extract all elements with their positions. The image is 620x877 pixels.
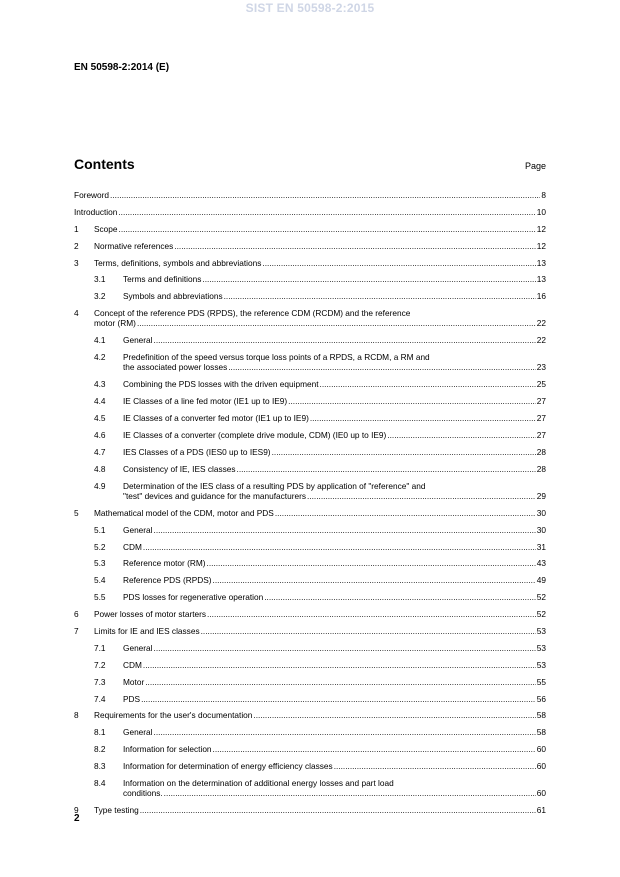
dot-leader [154,727,536,737]
toc-entry-number: 4.2 [94,352,106,363]
table-of-contents [74,190,546,822]
dot-leader [310,413,536,423]
dot-leader [164,788,536,798]
dot-leader [213,575,536,585]
toc-entry-number: 1 [74,223,79,234]
toc-entry[interactable] [74,710,546,720]
toc-entry-number: 7 [74,625,79,636]
toc-entry-title: IE Classes of a line fed motor (IE1 up to IE9) [123,396,288,407]
toc-entry-number: 6 [74,609,79,620]
toc-entry-title: conditions. [123,788,163,799]
toc-entry-page: 8 [541,190,546,200]
dot-leader [202,274,535,284]
toc-entry-title: General [123,727,153,738]
toc-entry-number: 3.1 [94,274,106,285]
toc-entry-title: Reference PDS (RPDS) [123,575,212,586]
contents-heading: Contents [74,156,135,172]
dot-leader [174,241,535,251]
toc-entry-number: 4.3 [94,379,106,390]
toc-entry-page: 31 [536,541,546,552]
toc-entry[interactable] [74,190,546,200]
toc-entry-title: Motor [123,676,145,687]
dot-leader [207,609,536,619]
toc-entry[interactable] [94,694,546,704]
toc-entry-number: 8 [74,710,79,721]
toc-entry[interactable] [94,778,546,798]
toc-entry-number: 5.4 [94,575,106,586]
dot-leader [288,396,536,406]
toc-entry[interactable] [94,744,546,754]
toc-entry[interactable] [94,413,546,423]
toc-entry-page: 27 [536,396,546,407]
toc-entry[interactable] [94,291,546,301]
toc-entry-title: the associated power losses [123,362,228,373]
toc-entry-number: 9 [74,805,79,816]
toc-entry-page: 61 [536,805,546,816]
toc-entry-title: General [123,335,153,346]
toc-entry-title: IE Classes of a converter (complete drive module, CDM) (IE0 up to IE9) [123,429,387,440]
toc-entry-page: 27 [536,413,546,424]
dot-leader [154,525,536,535]
toc-entry-title: "test" devices and guidance for the manufacturers [123,490,306,501]
toc-entry-page: 28 [536,463,546,474]
toc-entry-title-line: Information on the determination of additional energy losses and part load [123,778,394,788]
document-id: EN 50598-2:2014 (E) [74,62,170,73]
toc-entry-page: 53 [536,659,546,670]
toc-entry-number: 5.3 [94,558,106,569]
toc-entry-page: 58 [536,710,546,721]
toc-entry[interactable] [94,447,546,457]
toc-entry-number: 3.2 [94,291,106,302]
dot-leader [141,694,536,704]
toc-entry[interactable] [74,805,546,815]
toc-entry-page: 58 [536,727,546,738]
toc-entry-title: PDS losses for regenerative operation [123,592,264,603]
dot-leader [228,362,536,372]
toc-entry-title: motor (RM) [94,318,136,329]
dot-leader [253,710,535,720]
toc-entry-number: 8.4 [94,778,106,788]
toc-entry-number: 5.1 [94,524,106,535]
toc-entry-title-line: Concept of the reference PDS (RPDS), the reference CDM (RCDM) and the reference [94,308,411,319]
toc-entry-number: 4.4 [94,396,106,407]
dot-leader [264,592,536,602]
toc-entry-page: 12 [536,240,546,251]
toc-entry-number: 5.5 [94,592,106,603]
toc-entry[interactable] [94,575,546,585]
toc-entry-page: 60 [536,788,546,799]
toc-entry-page: 52 [536,609,546,620]
toc-entry-number: 8.2 [94,744,106,755]
page-column-label: Page [524,161,546,171]
toc-entry-title: Introduction [74,206,118,217]
toc-entry-page: 13 [536,257,546,268]
toc-entry-title: Terms, definitions, symbols and abbreviations [94,257,262,268]
toc-entry[interactable] [94,643,546,653]
toc-entry-page: 43 [536,558,546,569]
toc-entry-title-line: Determination of the IES class of a resulting PDS by application of "reference" and [123,480,426,491]
toc-entry-number: 4.8 [94,463,106,474]
toc-entry-page: 56 [536,693,546,704]
toc-entry-title: Type testing [94,805,139,816]
dot-leader [272,447,536,457]
toc-entry[interactable] [94,525,546,535]
page-number: 2 [74,813,80,824]
toc-entry[interactable] [74,258,546,268]
toc-entry[interactable] [74,224,546,234]
toc-entry-number: 7.3 [94,676,106,687]
toc-entry-title: Reference motor (RM) [123,558,206,569]
toc-entry-page: 49 [536,575,546,586]
toc-entry-number: 7.4 [94,693,106,704]
toc-entry-title: Mathematical model of the CDM, motor and PDS [94,507,274,518]
toc-entry[interactable] [94,592,546,602]
toc-entry-title: Power losses of motor starters [94,609,207,620]
toc-entry[interactable] [94,430,546,440]
toc-entry-page: 22 [536,335,546,346]
toc-entry-number: 7.1 [94,642,106,653]
toc-entry-page: 28 [536,446,546,457]
toc-entry[interactable] [94,352,546,372]
toc-entry-number: 4.1 [94,335,106,346]
toc-entry-title: Foreword [74,190,110,200]
toc-entry-number: 4.9 [94,480,106,491]
toc-entry-title: Scope [94,223,118,234]
toc-entry-page: 53 [536,625,546,636]
toc-entry-page: 60 [536,744,546,755]
toc-entry-title: Combining the PDS losses with the driven equipment [123,379,319,390]
toc-entry[interactable] [94,558,546,568]
dot-leader [143,542,536,552]
dot-leader [237,464,536,474]
toc-entry-number: 4.7 [94,446,106,457]
dot-leader [207,558,536,568]
toc-entry-page: 60 [536,761,546,772]
toc-entry-number: 4 [74,308,79,319]
toc-entry[interactable] [74,308,546,328]
toc-entry[interactable] [94,335,546,345]
dot-leader [201,626,536,636]
dot-leader [137,318,536,328]
toc-entry-title: IES Classes of a PDS (IES0 up to IES9) [123,446,271,457]
dot-leader [275,508,536,518]
toc-entry[interactable] [94,727,546,737]
toc-entry-title: IE Classes of a converter fed motor (IE1 up to IE9) [123,413,309,424]
toc-entry[interactable] [74,508,546,518]
dot-leader [154,643,536,653]
toc-entry-number: 4.5 [94,413,106,424]
toc-entry-title: Terms and definitions [123,274,202,285]
watermark: SIST EN 50598-2:2015 [245,1,375,15]
toc-entry[interactable] [94,542,546,552]
toc-entry-number: 8.1 [94,727,106,738]
toc-entry-title: General [123,642,153,653]
toc-entry-title: Normative references [94,240,174,251]
toc-entry[interactable] [94,379,546,389]
toc-entry-title: Consistency of IE, IES classes [123,463,236,474]
toc-entry[interactable] [94,761,546,771]
toc-entry[interactable] [74,626,546,636]
toc-entry[interactable] [74,241,546,251]
toc-entry-page: 55 [536,676,546,687]
toc-entry-title: Limits for IE and IES classes [94,625,200,636]
toc-entry[interactable] [94,481,546,501]
toc-entry-number: 5.2 [94,541,106,552]
toc-entry-title: General [123,524,153,535]
toc-entry-number: 7.2 [94,659,106,670]
toc-entry-page: 53 [536,642,546,653]
toc-entry-number: 4.6 [94,429,106,440]
toc-entry-number: 5 [74,507,79,518]
toc-entry-title: CDM [123,659,142,670]
toc-entry-page: 16 [536,291,546,302]
toc-entry[interactable] [94,274,546,284]
dot-leader [118,207,535,217]
dot-leader [334,761,536,771]
toc-entry-page: 29 [536,490,546,501]
toc-entry-page: 13 [536,274,546,285]
toc-entry[interactable] [94,464,546,474]
toc-entry-title: Information for determination of energy efficiency classes [123,761,333,772]
dot-leader [145,677,536,687]
dot-leader [143,660,536,670]
toc-entry-number: 8.3 [94,761,106,772]
toc-entry-page: 22 [536,318,546,329]
toc-entry-number: 2 [74,240,79,251]
dot-leader [154,335,536,345]
toc-entry-page: 27 [536,429,546,440]
dot-leader [213,744,536,754]
toc-entry-page: 25 [536,379,546,390]
toc-entry-page: 52 [536,592,546,603]
dot-leader [320,379,536,389]
dot-leader [119,224,536,234]
dot-leader [140,805,536,815]
toc-entry[interactable] [94,660,546,670]
toc-entry-page: 10 [536,206,546,217]
toc-entry-page: 12 [536,223,546,234]
toc-entry-page: 30 [536,507,546,518]
toc-entry[interactable] [94,396,546,406]
dot-leader [262,258,535,268]
toc-entry[interactable] [74,609,546,619]
toc-entry-title: PDS [123,693,141,704]
toc-entry-title: Requirements for the user's documentation [94,710,253,721]
toc-entry-number: 3 [74,257,79,268]
toc-entry-title: CDM [123,541,142,552]
toc-entry[interactable] [94,677,546,687]
dot-leader [224,291,536,301]
dot-leader [307,491,536,501]
toc-entry-title: Information for selection [123,744,212,755]
toc-entry-title: Symbols and abbreviations [123,291,223,302]
dot-leader [110,190,540,200]
toc-entry-page: 23 [536,362,546,373]
dot-leader [387,430,535,440]
toc-entry-title-line: Predefinition of the speed versus torque loss points of a RPDS, a RCDM, a RM and [123,352,430,363]
toc-entry-page: 30 [536,524,546,535]
toc-entry[interactable] [74,207,546,217]
